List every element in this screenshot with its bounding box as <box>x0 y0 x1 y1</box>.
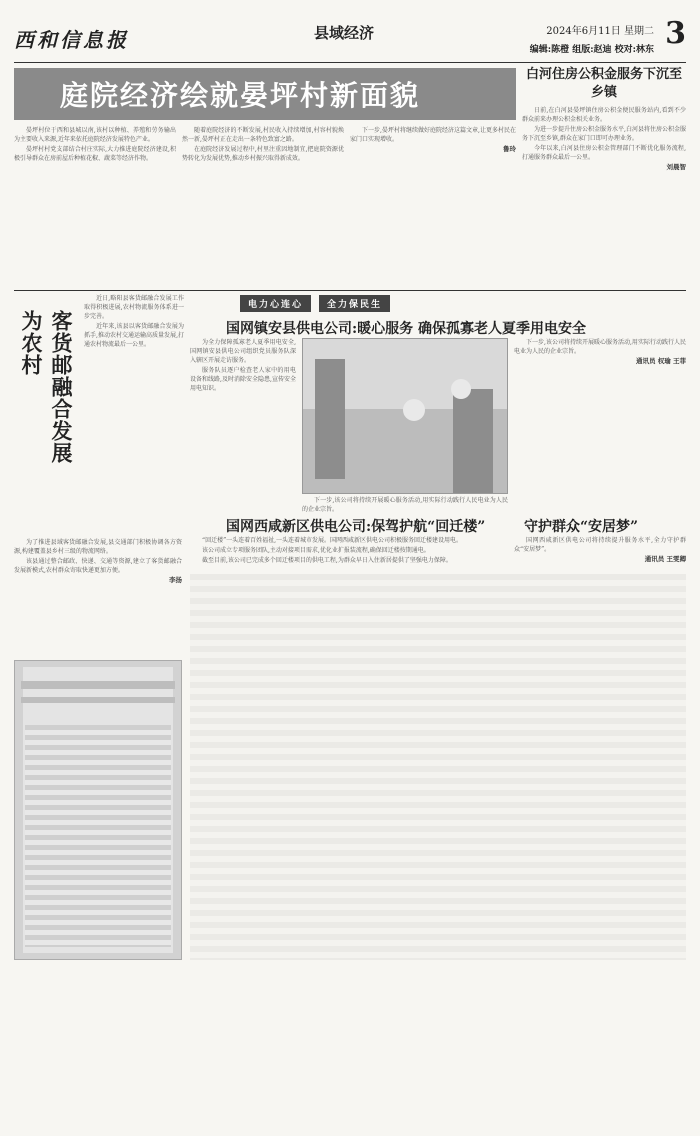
power-article-1-paragraph: 下一步,该公司将持续开展暖心服务活动,用实际行动践行人民电业为人民的企业宗旨。 <box>514 339 686 355</box>
feature-paragraph: 近年来,该县以客货邮融合发展为抓手,推动农村交通运输高质量发展,打通农村物流最后一公里。 <box>84 323 184 348</box>
side-article-paragraph: 为进一步提升住房公积金服务水平,白河县将住房公积金服务下沉至乡镇,群众在家门口即可办理业务。 <box>522 126 686 142</box>
power-section-tags <box>240 295 390 312</box>
side-article-body <box>522 106 686 286</box>
main-article-col-3 <box>350 126 516 286</box>
main-article-paragraph: 随着庭院经济的不断发展,村民收入持续增加,村容村貌焕然一新,晏坪村正在走出一条特色致富之路。 <box>182 127 344 143</box>
power-article-3-body <box>514 536 686 570</box>
section-title: 县域经济 <box>314 24 375 42</box>
advertisement-subheader-bar <box>21 697 175 703</box>
power-article-2-paragraph: “回迁楼”一头连着百姓福祉,一头连着城市发展。国网西咸新区供电公司积极服务回迁楼建设用电。 <box>202 537 463 544</box>
main-article-paragraph: 晏坪村位于西和县城以南,该村以种植、养殖和劳务输出为主要收入来源,近年来依托庭院经济发展特色产业。 <box>14 127 176 143</box>
feature-body-upper <box>84 294 184 534</box>
masthead <box>14 16 686 64</box>
feature-body-lower <box>14 538 182 656</box>
power-article-1-photo <box>302 338 508 494</box>
page-number: 3 <box>665 16 686 51</box>
advertisement-grid <box>25 725 171 947</box>
tag-label: 全力保民生 <box>319 295 390 312</box>
side-article-paragraph: 日前,在白河县晏坪镇住房公积金便民服务站内,看到不少群众前来办理公积金相关业务。 <box>522 107 686 123</box>
main-article-banner <box>14 68 516 120</box>
advertisement <box>14 660 182 960</box>
issue-date-text: 2024年6月11日 <box>546 26 621 37</box>
power-article-2-body <box>190 536 510 570</box>
power-article-2-paragraph: 截至目前,该公司已完成多个回迁楼项目的供电工程,为群众早日入住新居提供了坚强电力保障。 <box>202 557 452 564</box>
main-article-byline: 鲁玲 <box>503 145 516 153</box>
power-article-1-byline: 通讯员 权瑜 王菲 <box>635 357 686 365</box>
feature-paragraph: 为了推进县域客货邮融合发展,县交通部门积极协调各方资源,构建覆盖县乡村三级的物流网络。 <box>14 539 182 555</box>
faded-content-area <box>190 574 686 960</box>
issue-date <box>546 22 654 37</box>
main-article-paragraph: 晏坪村村党支部结合村庄实际,大力推进庭院经济建设,积极引导群众在房前屋后种植花椒、蔬菜等经济作物。 <box>14 146 176 162</box>
feature-vertical-title <box>14 310 78 532</box>
tag-label: 电力心连心 <box>240 295 311 312</box>
main-article-paragraph: 在庭院经济发展过程中,村里注重因地制宜,把庭院资源优势转化为发展优势,推动乡村振兴取得新成效。 <box>182 146 344 162</box>
power-article-1-paragraph: 为全力保障孤寡老人夏季用电安全,国网镇安县供电公司组织党员服务队深入辖区开展走访服务。 <box>190 339 296 364</box>
power-article-1-col-1 <box>190 338 296 506</box>
power-article-3-paragraph: 国网西咸新区供电公司将持续提升服务水平,全力守护群众“安居梦”。 <box>514 537 686 553</box>
paper-name: 西和信息报 <box>14 28 129 52</box>
masthead-rule <box>14 62 686 63</box>
power-article-2-headline: 国网西咸新区供电公司:保驾护航“回迁楼” <box>226 519 486 535</box>
feature-byline: 李扬 <box>169 576 182 584</box>
power-article-3-headline: 守护群众“安居梦” <box>524 519 639 535</box>
editors-line: 编辑:陈橙 组版:赵迪 校对:林东 <box>529 45 654 55</box>
main-article-title: 庭院经济绘就晏坪村新面貌 <box>60 79 421 112</box>
main-article-paragraph: 下一步,晏坪村将继续做好庭院经济这篇文章,让更多村民在家门口实现增收。 <box>350 127 516 143</box>
main-article-col-1 <box>14 126 176 286</box>
side-article-byline: 刘晨智 <box>666 163 686 171</box>
power-article-1-paragraph: 服务队员逐户检查老人家中的用电设备和线路,及时消除安全隐患,宣传安全用电知识。 <box>190 367 296 392</box>
power-article-1-headline: 国网镇安县供电公司:暖心服务 确保孤寡老人夏季用电安全 <box>226 321 587 337</box>
power-article-3-byline: 通讯员 王雯卿 <box>644 555 686 563</box>
main-article-col-2 <box>182 126 344 286</box>
side-article-title: 白河住房公积金服务下沉至乡镇 <box>525 67 682 100</box>
power-article-1-paragraph: 下一步,该公司将持续开展暖心服务活动,用实际行动践行人民电业为人民的企业宗旨。 <box>302 497 508 513</box>
feature-title-col: 为农村 <box>19 310 44 376</box>
feature-title-col: 客货邮融合发展 <box>49 310 74 464</box>
power-article-2-paragraph: 该公司成立专项服务团队,主动对接项目需求,优化业扩报装流程,确保回迁楼按期通电。 <box>202 547 430 554</box>
issue-weekday: 星期二 <box>624 26 654 37</box>
side-article-paragraph: 今年以来,白河县住房公积金管理部门不断优化服务流程,打通服务群众最后一公里。 <box>522 145 686 161</box>
section-rule <box>14 290 686 291</box>
power-article-1-col-3 <box>514 338 686 510</box>
feature-paragraph: 该县通过整合邮政、快递、交通等资源,建立了客货邮融合发展新模式,农村群众寄取快递更加方便。 <box>14 558 182 574</box>
advertisement-header-bar <box>21 681 175 689</box>
feature-paragraph: 近日,略阳县客货邮融合发展工作取得积极进展,农村物流服务体系进一步完善。 <box>84 295 184 320</box>
